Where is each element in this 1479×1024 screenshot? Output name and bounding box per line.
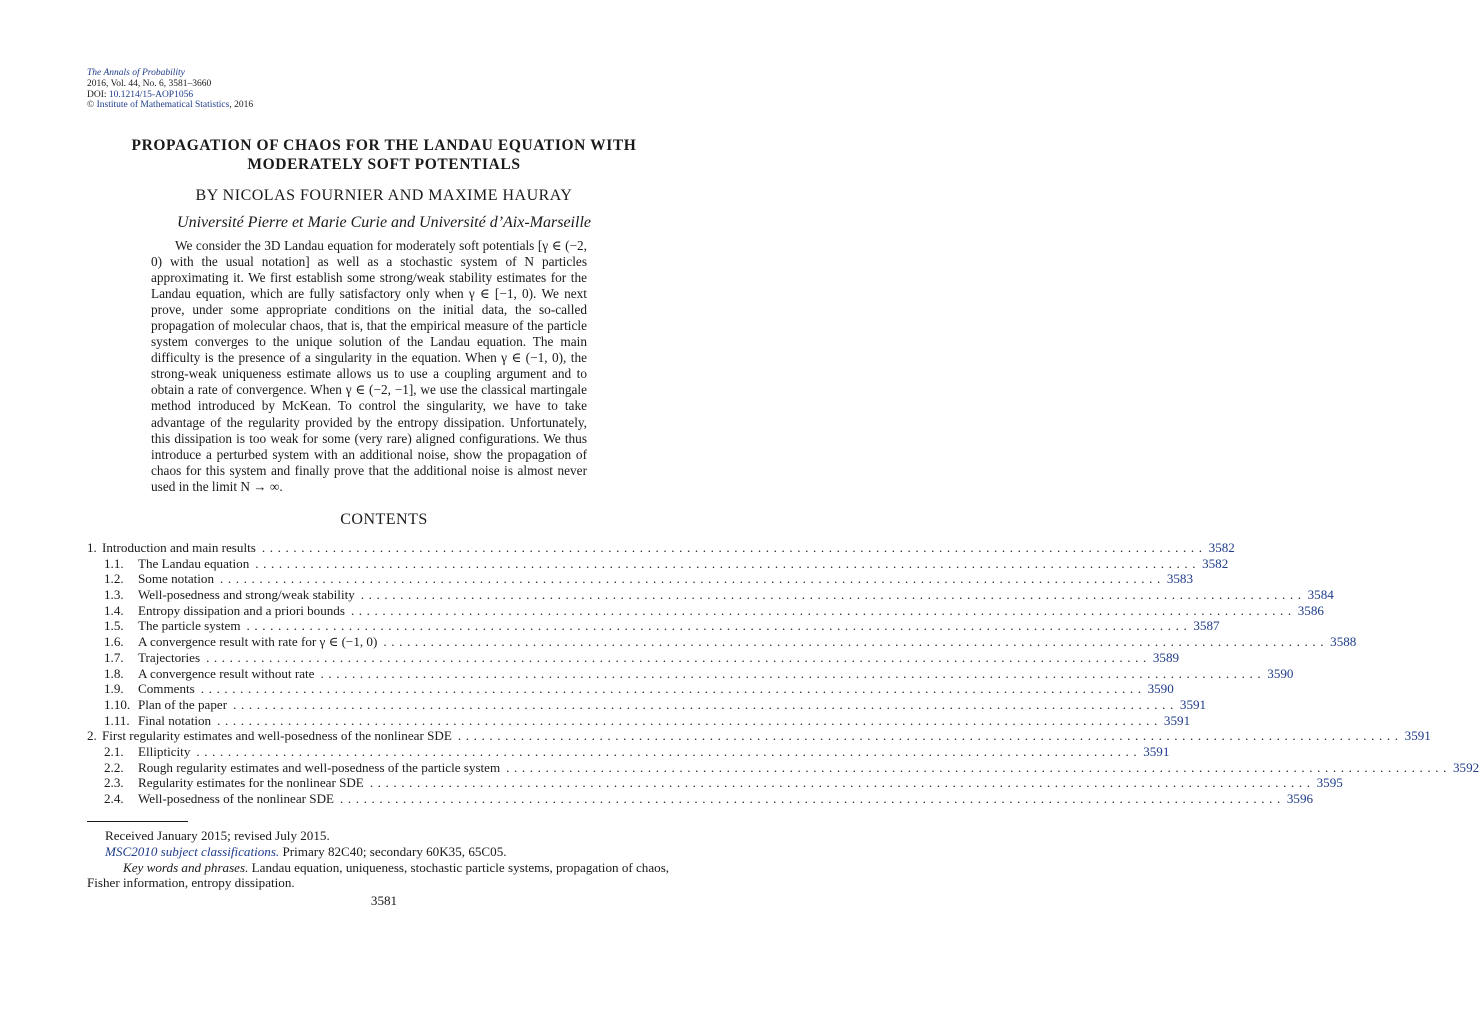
toc-entry-label[interactable]: Introduction and main results: [102, 540, 256, 555]
toc-leader-dots: ........................................................................................................................: [350, 602, 1296, 618]
toc-entry-label[interactable]: A convergence result without rate: [138, 665, 315, 681]
toc-leader-dots: ........................................................................................................................: [217, 712, 1162, 728]
footnotes: [87, 828, 681, 891]
toc-leader-dots: ........................................................................................................................: [360, 587, 1306, 603]
table-of-contents: [87, 540, 1479, 807]
authors: BY NICOLAS FOURNIER AND MAXIME HAURAY: [195, 187, 573, 204]
toc-leader-dots: ........................................................................................................................: [233, 696, 1178, 712]
toc-leader-dots: ........................................................................................................................: [369, 775, 1315, 791]
toc-entry[interactable]: [87, 555, 1229, 572]
msc-value: Primary 82C40; secondary 60K35, 65C05.: [279, 843, 507, 859]
toc-entry-number: 1.1.: [104, 555, 124, 571]
toc-page-link[interactable]: 3583: [1166, 571, 1194, 587]
toc-page-link[interactable]: 3582: [1208, 540, 1235, 555]
toc-entry-label[interactable]: Well-posedness of the nonlinear SDE: [138, 791, 335, 806]
toc-entry-label[interactable]: Comments: [138, 681, 195, 697]
toc-page-link[interactable]: 3590: [1147, 681, 1174, 697]
toc-entry-number: 1.5.: [104, 618, 124, 634]
toc-leader-dots: ........................................................................................................................: [457, 728, 1403, 744]
toc-page-link[interactable]: 3589: [1152, 649, 1180, 665]
toc-leader-dots: ........................................................................................................................: [246, 618, 1192, 634]
abstract: We consider the 3D Landau equation for moderately soft potentials [γ ∈ (−2, 0) with the usual notation] as well as a stochastic system of N particles approximating it. We first establish some strong/weak stability estimates for the Landau equation, which are fully satisfactory only when γ ∈ [−1, 0). We next prove, under some appropriate conditions on the initial data, the so-called propagation of molecular chaos, that is, that the empirical measure of the particle system converges to the unique solution of the Landau equation. The main difficulty is the presence of a singularity in the equation. When γ ∈ (−1, 0), the strong-weak uniqueness estimate allows us to use a coupling argument and to obtain a rate of convergence. When γ ∈ (−2, −1], we use the classical martingale method introduced by McKean. To control the singularity, we have to take advantage of the regularity provided by the entropy dissipation. Unfortunately, this dissipation is too weak for some (very rare) aligned configurations. We thus introduce a perturbed system with an additional noise, show the propagation of chaos for this system and finally prove that the additional noise is almost never used in the limit N → ∞.: [151, 238, 587, 494]
footnote-rule: [87, 821, 188, 822]
toc-entry-label[interactable]: First regularity estimates and well-posedness of the nonlinear SDE: [102, 728, 452, 744]
toc-entry-label[interactable]: Final notation: [138, 712, 212, 728]
toc-entry-label[interactable]: Some notation: [138, 571, 215, 587]
toc-entry[interactable]: [87, 602, 1324, 619]
toc-page-link[interactable]: 3591: [1404, 728, 1431, 744]
toc-entry[interactable]: [87, 618, 1220, 634]
toc-entry-number: 1.8.: [104, 665, 124, 681]
volume-line: 2016, Vol. 44, No. 6, 3581–3660: [87, 78, 212, 89]
toc-entry-number: 2.3.: [104, 775, 124, 791]
toc-leader-dots: ........................................................................................................................: [506, 759, 1451, 775]
keywords-label: Key words and phrases.: [123, 859, 249, 875]
toc-page-link[interactable]: 3595: [1316, 775, 1343, 791]
toc-entry[interactable]: [87, 712, 1191, 729]
doi-line: [87, 90, 253, 101]
toc-page-link[interactable]: 3591: [1179, 696, 1207, 712]
copyright-symbol: ©: [87, 100, 95, 111]
msc-link[interactable]: MSC2010 subject classifications.: [105, 843, 280, 859]
toc-entry-number: 1.9.: [104, 681, 124, 697]
doi-link[interactable]: 10.1214/15-AOP1056: [108, 89, 194, 100]
contents-heading: CONTENTS: [340, 511, 428, 528]
toc-entry-label[interactable]: Entropy dissipation and a priori bounds: [138, 602, 345, 618]
toc-page-link[interactable]: 3584: [1307, 587, 1334, 603]
toc-leader-dots: ........................................................................................................................: [206, 649, 1151, 665]
toc-entry-number: 2.4.: [104, 791, 124, 806]
copyright-year: , 2016: [229, 100, 254, 111]
doi-prefix: DOI:: [87, 89, 109, 100]
toc-entry-number: 2.: [87, 728, 97, 744]
toc-entry-number: 2.1.: [104, 743, 124, 759]
toc-entry[interactable]: [87, 665, 1294, 682]
toc-entry-number: 2.2.: [104, 759, 124, 775]
received-line: Received January 2015; revised July 2015.: [105, 828, 330, 843]
msc-line: [87, 844, 681, 860]
toc-entry-label[interactable]: Rough regularity estimates and well-posedness of the particle system: [138, 759, 501, 775]
keywords-line: [87, 860, 681, 892]
toc-entry-label[interactable]: Plan of the paper: [138, 696, 228, 712]
toc-entry[interactable]: [87, 791, 1314, 807]
toc-leader-dots: ........................................................................................................................: [340, 791, 1285, 806]
toc-entry-label[interactable]: Well-posedness and strong/weak stability: [138, 587, 355, 603]
toc-entry[interactable]: [87, 728, 1431, 744]
toc-page-link[interactable]: 3587: [1193, 618, 1220, 634]
copyright-line: [87, 100, 253, 111]
toc-page-link[interactable]: 3592: [1452, 759, 1479, 775]
toc-entry[interactable]: [87, 775, 1343, 791]
toc-page-link[interactable]: 3588: [1330, 634, 1357, 650]
toc-leader-dots: ........................................................................................................................: [196, 743, 1142, 759]
toc-entry-number: 1.4.: [104, 602, 124, 618]
toc-entry[interactable]: [87, 681, 1174, 697]
toc-page-link[interactable]: 3586: [1297, 602, 1324, 618]
toc-page-link[interactable]: 3582: [1202, 555, 1229, 571]
keywords-value: Landau equation, uniqueness, stochastic particle systems, propagation of chaos, Fisher information, entropy dissipation.: [87, 859, 670, 891]
toc-entry[interactable]: [87, 540, 1235, 556]
toc-page-link[interactable]: 3591: [1143, 743, 1170, 759]
toc-entry[interactable]: [87, 649, 1180, 666]
affiliation: Université Pierre et Marie Curie and Université d’Aix-Marseille: [177, 214, 591, 231]
toc-leader-dots: ........................................................................................................................: [383, 634, 1329, 650]
toc-entry[interactable]: [87, 634, 1357, 650]
toc-entry-label[interactable]: Trajectories: [138, 649, 201, 665]
toc-entry-label[interactable]: The particle system: [138, 618, 241, 634]
toc-entry-number: 1.7.: [104, 649, 124, 665]
toc-entry-number: 1.6.: [104, 634, 124, 650]
toc-leader-dots: ........................................................................................................................: [220, 571, 1165, 587]
toc-entry-label[interactable]: Regularity estimates for the nonlinear SDE: [138, 775, 364, 791]
toc-entry-number: 1.11.: [104, 712, 130, 728]
toc-page-link[interactable]: 3596: [1286, 791, 1314, 806]
toc-entry-number: 1.3.: [104, 587, 124, 603]
toc-entry[interactable]: [87, 696, 1207, 713]
toc-entry[interactable]: [87, 759, 1479, 776]
toc-entry[interactable]: [87, 571, 1194, 587]
toc-entry[interactable]: [87, 743, 1170, 760]
page-number: 3581: [370, 893, 398, 908]
toc-leader-dots: ........................................................................................................................: [255, 555, 1201, 571]
journal-link[interactable]: The Annals of Probability: [87, 68, 185, 78]
toc-entry-label[interactable]: The Landau equation: [138, 555, 250, 571]
toc-leader-dots: ........................................................................................................................: [320, 665, 1266, 681]
title-line-1: PROPAGATION OF CHAOS FOR THE LANDAU EQUATION WITH: [131, 137, 637, 154]
toc-leader-dots: ........................................................................................................................: [200, 681, 1146, 697]
journal-meta: [87, 68, 253, 111]
toc-page-link[interactable]: 3591: [1163, 712, 1191, 728]
toc-entry-label[interactable]: Ellipticity: [138, 743, 191, 759]
ims-link[interactable]: Institute of Mathematical Statistics: [96, 100, 230, 111]
toc-entry-number: 1.10.: [104, 696, 131, 712]
toc-entry-number: 1.2.: [104, 571, 124, 587]
paper-title: [60, 136, 708, 174]
toc-entry-label[interactable]: A convergence result with rate for γ ∈ (−1, 0): [138, 634, 378, 650]
toc-entry-number: 1.: [87, 540, 97, 555]
toc-page-link[interactable]: 3590: [1267, 665, 1294, 681]
title-line-2: MODERATELY SOFT POTENTIALS: [247, 156, 521, 173]
toc-entry[interactable]: [87, 587, 1334, 603]
toc-leader-dots: ........................................................................................................................: [261, 540, 1207, 555]
